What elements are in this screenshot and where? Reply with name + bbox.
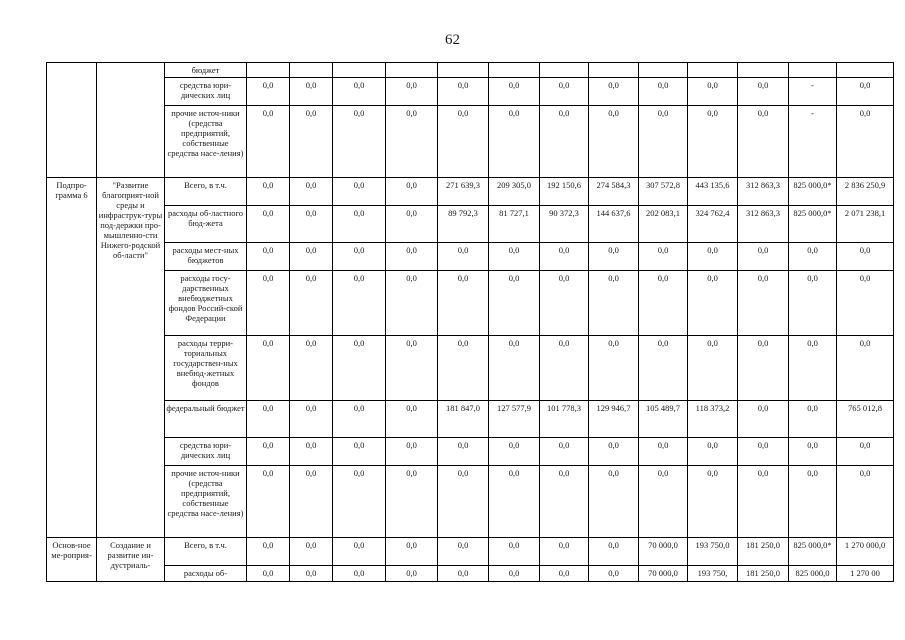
value-cell: 0,0 bbox=[789, 271, 837, 336]
page-number: 62 bbox=[445, 32, 460, 48]
value-cell: 0,0 bbox=[639, 78, 688, 106]
value-cell: 0,0 bbox=[386, 271, 438, 336]
value-cell: 0,0 bbox=[589, 566, 639, 582]
subprogram-code-cell bbox=[47, 63, 97, 178]
value-cell: 0,0 bbox=[290, 438, 333, 466]
value-cell: 0,0 bbox=[386, 438, 438, 466]
value-cell: 0,0 bbox=[589, 243, 639, 271]
value-cell: 0,0 bbox=[540, 336, 589, 401]
value-cell: 0,0 bbox=[688, 271, 738, 336]
value-cell: 0,0 bbox=[489, 466, 540, 538]
value-cell: 0,0 bbox=[738, 271, 789, 336]
value-cell: 0,0 bbox=[247, 566, 290, 582]
value-cell: 0,0 bbox=[290, 178, 333, 206]
value-cell: 0,0 bbox=[386, 538, 438, 566]
value-cell: 0,0 bbox=[589, 271, 639, 336]
value-cell: 0,0 bbox=[540, 78, 589, 106]
value-cell: 0,0 bbox=[247, 401, 290, 438]
table-row bbox=[47, 438, 894, 466]
value-cell: 307 572,8 bbox=[639, 178, 688, 206]
value-cell: 70 000,0 bbox=[639, 566, 688, 582]
value-cell: 0,0 bbox=[688, 78, 738, 106]
value-cell: 0,0 bbox=[247, 78, 290, 106]
funding-source-cell: расходы госу-дарственных внебюджетных фондов Россий-ской Федерации bbox=[165, 271, 247, 336]
funding-source-cell: расходы об- bbox=[165, 566, 247, 582]
value-cell: 274 584,3 bbox=[589, 178, 639, 206]
table-row bbox=[47, 466, 894, 538]
value-cell: 2 836 250,9 bbox=[837, 178, 894, 206]
value-cell: 0,0 bbox=[333, 401, 386, 438]
value-cell: 0,0 bbox=[589, 106, 639, 178]
value-cell: 0,0 bbox=[333, 466, 386, 538]
value-cell: 0,0 bbox=[837, 243, 894, 271]
subprogram-name-cell: "Развитие благоприят-ной среды и инфраструк-туры под-держки про-мышленно-сти Нижего-родской об-ласти" bbox=[97, 178, 165, 538]
value-cell: 0,0 bbox=[688, 466, 738, 538]
value-cell: 0,0 bbox=[333, 271, 386, 336]
funding-source-cell: Всего, в т.ч. bbox=[165, 538, 247, 566]
table-row bbox=[47, 206, 894, 243]
value-cell: 765 012,8 bbox=[837, 401, 894, 438]
funding-source-cell: средства юри-дических лиц bbox=[165, 438, 247, 466]
value-cell: 0,0 bbox=[837, 438, 894, 466]
value-cell: 0,0 bbox=[540, 466, 589, 538]
table-row bbox=[47, 178, 894, 206]
value-cell: 0,0 bbox=[688, 336, 738, 401]
value-cell: 89 792,3 bbox=[438, 206, 489, 243]
value-cell: 0,0 bbox=[589, 336, 639, 401]
value-cell bbox=[489, 63, 540, 78]
value-cell: 312 863,3 bbox=[738, 178, 789, 206]
value-cell: 825 000,0 bbox=[789, 566, 837, 582]
value-cell: 0,0 bbox=[438, 106, 489, 178]
value-cell: 0,0 bbox=[540, 538, 589, 566]
value-cell: 0,0 bbox=[386, 336, 438, 401]
value-cell: 0,0 bbox=[386, 78, 438, 106]
value-cell: 0,0 bbox=[789, 438, 837, 466]
value-cell: 0,0 bbox=[290, 401, 333, 438]
value-cell: 0,0 bbox=[837, 336, 894, 401]
funding-source-cell: расходы терри-ториальных государствен-ных внебюд-жетных фондов bbox=[165, 336, 247, 401]
value-cell: - bbox=[789, 78, 837, 106]
table-row bbox=[47, 106, 894, 178]
value-cell: 0,0 bbox=[290, 466, 333, 538]
value-cell bbox=[247, 63, 290, 78]
value-cell: 312 863,3 bbox=[738, 206, 789, 243]
value-cell: 0,0 bbox=[639, 271, 688, 336]
value-cell: 0,0 bbox=[438, 566, 489, 582]
value-cell: 0,0 bbox=[489, 336, 540, 401]
value-cell: 0,0 bbox=[333, 78, 386, 106]
value-cell: 192 150,6 bbox=[540, 178, 589, 206]
funding-source-cell: прочие источ-ники (средства предприятий, собственные средства насе-ления) bbox=[165, 106, 247, 178]
funding-source-cell: средства юри-дических лиц bbox=[165, 78, 247, 106]
value-cell: 0,0 bbox=[438, 538, 489, 566]
value-cell: 0,0 bbox=[386, 106, 438, 178]
value-cell: 181 250,0 bbox=[738, 566, 789, 582]
value-cell: 193 750,0 bbox=[688, 538, 738, 566]
value-cell: 0,0 bbox=[386, 566, 438, 582]
value-cell bbox=[438, 63, 489, 78]
value-cell: 0,0 bbox=[333, 106, 386, 178]
value-cell: 101 778,3 bbox=[540, 401, 589, 438]
table-row bbox=[47, 63, 894, 78]
value-cell: 0,0 bbox=[837, 106, 894, 178]
table-row bbox=[47, 243, 894, 271]
value-cell: 0,0 bbox=[489, 438, 540, 466]
value-cell: 0,0 bbox=[333, 243, 386, 271]
value-cell: 127 577,9 bbox=[489, 401, 540, 438]
value-cell: 0,0 bbox=[789, 336, 837, 401]
value-cell: 0,0 bbox=[837, 466, 894, 538]
value-cell: 0,0 bbox=[386, 466, 438, 538]
value-cell: 118 373,2 bbox=[688, 401, 738, 438]
value-cell: 0,0 bbox=[837, 78, 894, 106]
value-cell: 0,0 bbox=[333, 566, 386, 582]
funding-source-cell: расходы мест-ных бюджетов bbox=[165, 243, 247, 271]
value-cell: 0,0 bbox=[290, 336, 333, 401]
value-cell: 0,0 bbox=[589, 438, 639, 466]
value-cell: 0,0 bbox=[290, 106, 333, 178]
value-cell: 0,0 bbox=[333, 336, 386, 401]
value-cell: 0,0 bbox=[247, 466, 290, 538]
value-cell: 70 000,0 bbox=[639, 538, 688, 566]
value-cell: 324 762,4 bbox=[688, 206, 738, 243]
value-cell: 0,0 bbox=[639, 438, 688, 466]
value-cell: 0,0 bbox=[639, 466, 688, 538]
value-cell: 193 750, bbox=[688, 566, 738, 582]
table-row bbox=[47, 566, 894, 582]
value-cell: 0,0 bbox=[247, 438, 290, 466]
value-cell: 271 639,3 bbox=[438, 178, 489, 206]
value-cell: 0,0 bbox=[540, 566, 589, 582]
value-cell: - bbox=[789, 106, 837, 178]
value-cell: 0,0 bbox=[247, 336, 290, 401]
value-cell: 0,0 bbox=[489, 538, 540, 566]
funding-source-cell: федеральный бюджет bbox=[165, 401, 247, 438]
value-cell: 209 305,0 bbox=[489, 178, 540, 206]
value-cell: 0,0 bbox=[489, 271, 540, 336]
value-cell: 0,0 bbox=[386, 206, 438, 243]
value-cell: 0,0 bbox=[438, 466, 489, 538]
value-cell: 0,0 bbox=[438, 78, 489, 106]
value-cell: 0,0 bbox=[386, 178, 438, 206]
value-cell: 0,0 bbox=[589, 538, 639, 566]
value-cell: 825 000,0* bbox=[789, 206, 837, 243]
funding-source-cell: бюджет bbox=[165, 63, 247, 78]
value-cell: 129 946,7 bbox=[589, 401, 639, 438]
value-cell: 0,0 bbox=[247, 106, 290, 178]
value-cell: 0,0 bbox=[386, 243, 438, 271]
value-cell: 0,0 bbox=[639, 243, 688, 271]
subprogram-name-cell bbox=[97, 63, 165, 178]
subprogram-code-cell: Основ-ное ме-роприя- bbox=[47, 538, 97, 582]
subprogram-code-cell: Подпро-грамма 6 bbox=[47, 178, 97, 538]
value-cell: 0,0 bbox=[540, 438, 589, 466]
value-cell: 1 270 000,0 bbox=[837, 538, 894, 566]
value-cell bbox=[386, 63, 438, 78]
table-row bbox=[47, 538, 894, 566]
value-cell bbox=[789, 63, 837, 78]
value-cell bbox=[688, 63, 738, 78]
value-cell: 0,0 bbox=[438, 438, 489, 466]
value-cell: 0,0 bbox=[290, 271, 333, 336]
value-cell: 0,0 bbox=[688, 106, 738, 178]
value-cell: 0,0 bbox=[386, 401, 438, 438]
value-cell bbox=[540, 63, 589, 78]
value-cell: 0,0 bbox=[290, 538, 333, 566]
value-cell: 105 489,7 bbox=[639, 401, 688, 438]
value-cell bbox=[639, 63, 688, 78]
value-cell: 0,0 bbox=[789, 243, 837, 271]
value-cell: 144 637,6 bbox=[589, 206, 639, 243]
value-cell: 202 083,1 bbox=[639, 206, 688, 243]
value-cell bbox=[290, 63, 333, 78]
value-cell: 0,0 bbox=[438, 243, 489, 271]
value-cell: 0,0 bbox=[738, 401, 789, 438]
value-cell: 0,0 bbox=[688, 438, 738, 466]
table-row bbox=[47, 401, 894, 438]
value-cell: 0,0 bbox=[738, 438, 789, 466]
value-cell: 825 000,0* bbox=[789, 538, 837, 566]
value-cell: 0,0 bbox=[489, 106, 540, 178]
value-cell: 0,0 bbox=[290, 243, 333, 271]
value-cell bbox=[333, 63, 386, 78]
value-cell: 0,0 bbox=[639, 106, 688, 178]
value-cell: 0,0 bbox=[438, 336, 489, 401]
value-cell: 0,0 bbox=[540, 271, 589, 336]
value-cell: 0,0 bbox=[837, 271, 894, 336]
value-cell: 90 372,3 bbox=[540, 206, 589, 243]
value-cell: 0,0 bbox=[333, 438, 386, 466]
value-cell: 0,0 bbox=[489, 566, 540, 582]
value-cell: 0,0 bbox=[738, 106, 789, 178]
budget-table bbox=[46, 62, 894, 582]
value-cell: 0,0 bbox=[688, 243, 738, 271]
funding-source-cell: прочие источ-ники (средства предприятий, собственные средства насе-ления) bbox=[165, 466, 247, 538]
value-cell: 0,0 bbox=[247, 538, 290, 566]
value-cell: 0,0 bbox=[290, 78, 333, 106]
value-cell bbox=[738, 63, 789, 78]
value-cell: 0,0 bbox=[290, 206, 333, 243]
value-cell: 0,0 bbox=[247, 243, 290, 271]
value-cell: 0,0 bbox=[489, 243, 540, 271]
funding-source-cell: Всего, в т.ч. bbox=[165, 178, 247, 206]
subprogram-name-cell: Создание и развитие ин-дустриаль- bbox=[97, 538, 165, 582]
value-cell: 0,0 bbox=[333, 538, 386, 566]
value-cell: 0,0 bbox=[540, 243, 589, 271]
value-cell: 0,0 bbox=[438, 271, 489, 336]
value-cell bbox=[589, 63, 639, 78]
value-cell: 81 727,1 bbox=[489, 206, 540, 243]
value-cell: 0,0 bbox=[738, 78, 789, 106]
value-cell: 0,0 bbox=[333, 178, 386, 206]
value-cell: 0,0 bbox=[333, 206, 386, 243]
value-cell: 181 847,0 bbox=[438, 401, 489, 438]
value-cell: 0,0 bbox=[738, 243, 789, 271]
value-cell: 0,0 bbox=[639, 336, 688, 401]
value-cell bbox=[837, 63, 894, 78]
value-cell: 0,0 bbox=[589, 78, 639, 106]
value-cell: 0,0 bbox=[789, 401, 837, 438]
value-cell: 181 250,0 bbox=[738, 538, 789, 566]
value-cell: 0,0 bbox=[589, 466, 639, 538]
value-cell: 0,0 bbox=[738, 466, 789, 538]
funding-source-cell: расходы об-ластного бюд-жета bbox=[165, 206, 247, 243]
value-cell: 0,0 bbox=[738, 336, 789, 401]
value-cell: 1 270 00 bbox=[837, 566, 894, 582]
table-row bbox=[47, 271, 894, 336]
value-cell: 0,0 bbox=[540, 106, 589, 178]
value-cell: 0,0 bbox=[789, 466, 837, 538]
value-cell: 2 071 238,1 bbox=[837, 206, 894, 243]
value-cell: 0,0 bbox=[247, 178, 290, 206]
table-row bbox=[47, 78, 894, 106]
value-cell: 443 135,6 bbox=[688, 178, 738, 206]
value-cell: 0,0 bbox=[489, 78, 540, 106]
value-cell: 0,0 bbox=[247, 271, 290, 336]
value-cell: 825 000,0* bbox=[789, 178, 837, 206]
value-cell: 0,0 bbox=[247, 206, 290, 243]
table-row bbox=[47, 336, 894, 401]
value-cell: 0,0 bbox=[290, 566, 333, 582]
